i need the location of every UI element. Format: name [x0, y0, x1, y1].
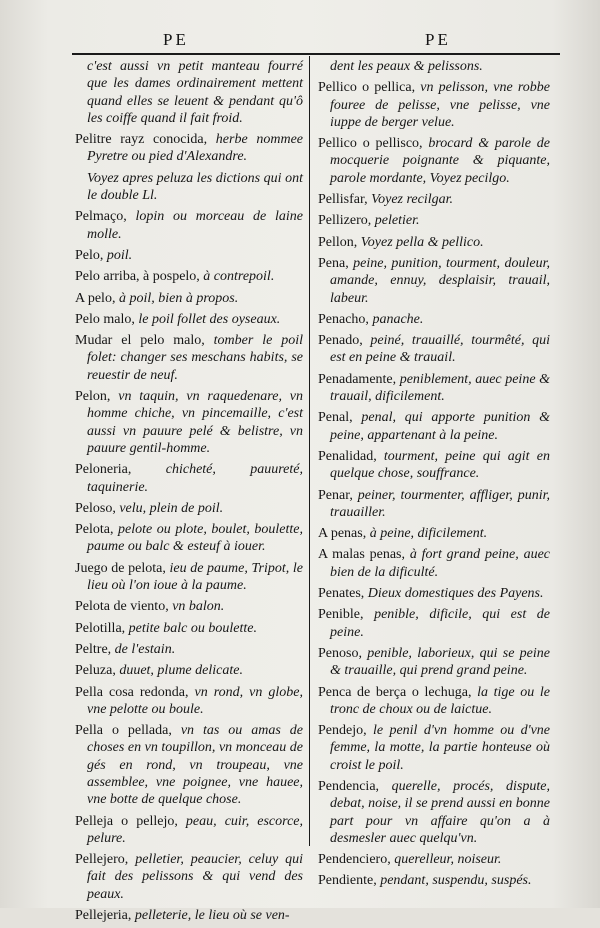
dictionary-entry	[75, 58, 303, 127]
dictionary-entry	[318, 778, 550, 847]
dictionary-entry	[318, 722, 550, 774]
entry-headword: Pendencia,	[318, 778, 380, 794]
dictionary-entry	[75, 208, 303, 243]
dictionary-entry	[75, 500, 303, 517]
entry-definition: vn tas ou amas de choses en vn toupillon, vn monceau de gés en rond, vn troupeau, vne assemblee, vne poignee, vne hauee, vne botte de quelque chose.	[87, 723, 303, 808]
dictionary-entry	[75, 332, 303, 384]
entry-headword: Juego de pelota,	[75, 560, 166, 576]
entry-headword: Pelotilla,	[75, 620, 126, 636]
entry-headword: A pelo,	[75, 290, 116, 306]
dictionary-entry	[318, 79, 550, 131]
left-column	[75, 58, 303, 928]
dictionary-entry	[75, 851, 303, 903]
entry-headword: Penible,	[318, 607, 364, 623]
column-divider	[309, 56, 310, 846]
dictionary-entry	[75, 598, 303, 615]
entry-headword: Mudar el pelo malo,	[75, 333, 205, 349]
entry-definition: pelletier, peaucier, celuy qui fait des pelissons & qui vend des peaux.	[87, 852, 303, 902]
entry-headword: Penar,	[318, 487, 353, 503]
entry-definition: à poil, bien à propos.	[118, 290, 239, 306]
entry-headword: Pellisfar,	[318, 192, 368, 208]
entry-headword: A penas,	[318, 526, 367, 542]
entry-definition: lopin ou morceau de laine molle.	[87, 209, 303, 242]
entry-definition: Voyez pella & pellico.	[360, 234, 484, 250]
header-rule	[72, 53, 560, 55]
running-head-right: PE	[425, 30, 451, 49]
entry-definition: Voyez apres peluza les dictions qui ont le double Ll.	[87, 170, 303, 204]
dictionary-entry	[75, 722, 303, 808]
entry-headword: Peltre,	[75, 641, 112, 657]
entry-headword: Pella cosa redonda,	[75, 684, 189, 700]
entry-definition: tourment, peine qui agit en quelque chose, souffrance.	[330, 448, 550, 482]
entry-definition: penal, qui apporte punition & peine, appartenant à la peine.	[330, 410, 551, 443]
dictionary-entry	[75, 461, 303, 496]
entry-headword: Penates,	[318, 586, 365, 602]
entry-definition: duuet, plume delicate.	[119, 663, 243, 679]
dictionary-entry	[318, 371, 550, 406]
entry-definition: Voyez recilgar.	[371, 192, 454, 208]
entry-headword: Pelon,	[75, 389, 111, 405]
entry-headword: Pellejero,	[75, 852, 129, 868]
entry-headword: Penalidad,	[318, 448, 377, 464]
entry-definition: vn rond, vn globe, vne pelotte ou boule.	[87, 684, 303, 717]
dictionary-entry	[75, 268, 303, 285]
entry-definition: brocard & parole de mocquerie poignante & piquante, parole mordante, Voyez pecilgo.	[330, 136, 550, 186]
dictionary-entry	[318, 332, 550, 367]
dictionary-entry	[75, 290, 303, 307]
entry-headword: Pelo arriba, à pospelo,	[75, 269, 200, 285]
dictionary-entry	[318, 212, 550, 229]
entry-headword: Pellico o pellisco,	[318, 136, 423, 152]
entry-headword: Penadamente,	[318, 371, 397, 387]
dictionary-entry	[75, 131, 303, 166]
entry-definition: vn balon.	[172, 599, 225, 615]
entry-definition: peau, cuir, escorce, pelure.	[87, 813, 304, 846]
dictionary-entry	[318, 58, 550, 75]
entry-definition: panache.	[372, 311, 424, 327]
dictionary-entry	[318, 448, 550, 483]
entry-headword: Pendiente,	[318, 873, 377, 889]
entry-headword: Pelleja o pellejo,	[75, 813, 178, 829]
dictionary-entry	[75, 907, 303, 924]
entry-definition: pelote ou plote, boulet, boulette, paume ou balc & esteuf à iouer.	[87, 522, 303, 555]
entry-headword: Peloneria,	[75, 462, 132, 478]
dictionary-entry	[318, 191, 550, 208]
entry-headword: Penal,	[318, 410, 353, 426]
entry-definition: pendant, suspendu, suspés.	[380, 873, 532, 889]
entry-definition: poil.	[106, 247, 133, 263]
dictionary-entry	[318, 409, 550, 444]
entry-definition: penible, laborieux, qui se peine & trauaille, qui prend grand peine.	[330, 645, 551, 679]
dictionary-entry	[318, 311, 550, 328]
dictionary-entry	[318, 135, 550, 187]
entry-headword: Peloso,	[75, 500, 116, 516]
entry-definition: penible, dificile, qui est de peine.	[330, 607, 551, 640]
running-head-left: PE	[163, 30, 189, 49]
entry-headword: Penacho,	[318, 311, 369, 327]
entry-definition: velu, plein de poil.	[119, 500, 224, 516]
entry-headword: Pellico o pellica,	[318, 80, 416, 96]
entry-headword: A malas penas,	[318, 547, 405, 563]
entry-definition: vn pelisson, vne robbe fouree de pelisse, vne pelisse, vne iuppe de berger velue.	[330, 80, 550, 130]
entry-headword: Penca de berça o lechuga,	[318, 684, 472, 700]
dictionary-entry	[318, 546, 550, 581]
entry-headword: Pella o pellada,	[75, 723, 172, 739]
dictionary-entry	[75, 641, 303, 658]
dictionary-entry	[75, 311, 303, 328]
entry-definition: peine, punition, tourment, douleur, amande, ennuy, desplaisir, trauail, labeur.	[330, 255, 550, 306]
dictionary-entry	[318, 585, 550, 602]
entry-headword: Pelo,	[75, 247, 104, 263]
dictionary-entry	[75, 813, 303, 848]
entry-definition: Dieux domestiques des Payens.	[367, 586, 544, 602]
dictionary-entry	[75, 662, 303, 679]
dictionary-entry	[318, 234, 550, 251]
entry-definition: querelleur, noiseur.	[394, 852, 502, 868]
entry-headword: Pendejo,	[318, 723, 367, 739]
entry-headword: Pellizero,	[318, 213, 372, 229]
entry-definition: querelle, procés, dispute, debat, noise, il se prend aussi en bonne part pour vn affaire qu'on a à desmesler auec quelqu'vn.	[330, 778, 550, 846]
dictionary-entry	[318, 872, 550, 889]
entry-definition: de l'estain.	[114, 641, 176, 657]
entry-headword: Penado,	[318, 333, 363, 349]
entry-headword: Peluza,	[75, 663, 116, 679]
dictionary-entry	[318, 851, 550, 868]
dictionary-entry	[318, 684, 550, 719]
entry-definition: c'est aussi vn petit manteau fourré que les dames ordinairement mettent quand elles se leuent & pendant qu'ô les coiffe quand il fait froid.	[87, 59, 303, 126]
entry-definition: tomber le poil folet: changer ses meschans habits, se reuestir de neuf.	[87, 333, 304, 383]
dictionary-entry	[75, 247, 303, 264]
entry-definition: à fort grand peine, auec bien de la dificulté.	[330, 547, 551, 580]
dictionary-entry	[318, 645, 550, 680]
dictionary-entry	[318, 606, 550, 641]
right-column	[318, 58, 550, 894]
entry-definition: le penil d'vn homme ou d'vne femme, la motte, la partie honteuse où croist le poil.	[330, 723, 550, 773]
entry-definition: petite balc ou boulette.	[128, 620, 257, 636]
entry-headword: Pelo malo,	[75, 311, 135, 327]
dictionary-entry	[75, 620, 303, 637]
entry-definition: dent les peaux & pelissons.	[330, 59, 483, 74]
dictionary-entry	[75, 560, 303, 595]
entry-headword: Pelota,	[75, 522, 114, 538]
entry-definition: peniblement, auec peine & trauail, dificilement.	[330, 371, 550, 405]
dictionary-entry	[318, 487, 550, 522]
entry-definition: herbe nommee Pyretre ou pied d'Alexandre.	[87, 132, 304, 165]
entry-headword: Pelota de viento,	[75, 599, 169, 615]
entry-definition: chicheté, pauureté, taquinerie.	[87, 462, 303, 495]
entry-definition: vn taquin, vn raquedenare, vn homme chiche, vn pincemaille, c'est aussi vn pauure pelé & belistre, vn pauure gentil-homme.	[87, 389, 303, 456]
dictionary-entry	[318, 525, 550, 542]
entry-headword: Pellon,	[318, 234, 358, 250]
entry-definition: pelleterie, le lieu où se ven-	[134, 908, 290, 924]
entry-definition: à peine, dificilement.	[369, 526, 488, 542]
entry-headword: Penoso,	[318, 645, 362, 661]
entry-definition: à contrepoil.	[203, 269, 275, 285]
dictionary-entry	[75, 170, 303, 205]
entry-headword: Pendenciero,	[318, 852, 391, 868]
entry-headword: Pena,	[318, 255, 349, 271]
entry-definition: la tige ou le tronc de choux ou de laictue.	[330, 684, 550, 717]
dictionary-entry	[75, 388, 303, 457]
dictionary-entry	[75, 684, 303, 719]
entry-definition: peiné, trauaillé, tourmêté, qui est en peine & trauail.	[330, 333, 551, 366]
entry-definition: le poil follet des oyseaux.	[138, 311, 281, 327]
entry-headword: Pelitre rayz conocida,	[75, 132, 208, 148]
entry-definition: peiner, tourmenter, affliger, punir, trauailler.	[330, 487, 550, 520]
entry-headword: Pellejeria,	[75, 908, 132, 924]
entry-definition: peletier.	[374, 213, 420, 229]
dictionary-entry	[318, 255, 550, 307]
entry-definition: ieu de paume, Tripot, le lieu où l'on ioue à la paume.	[87, 560, 303, 594]
dictionary-entry	[75, 521, 303, 556]
entry-headword: Pelmaço,	[75, 209, 127, 225]
